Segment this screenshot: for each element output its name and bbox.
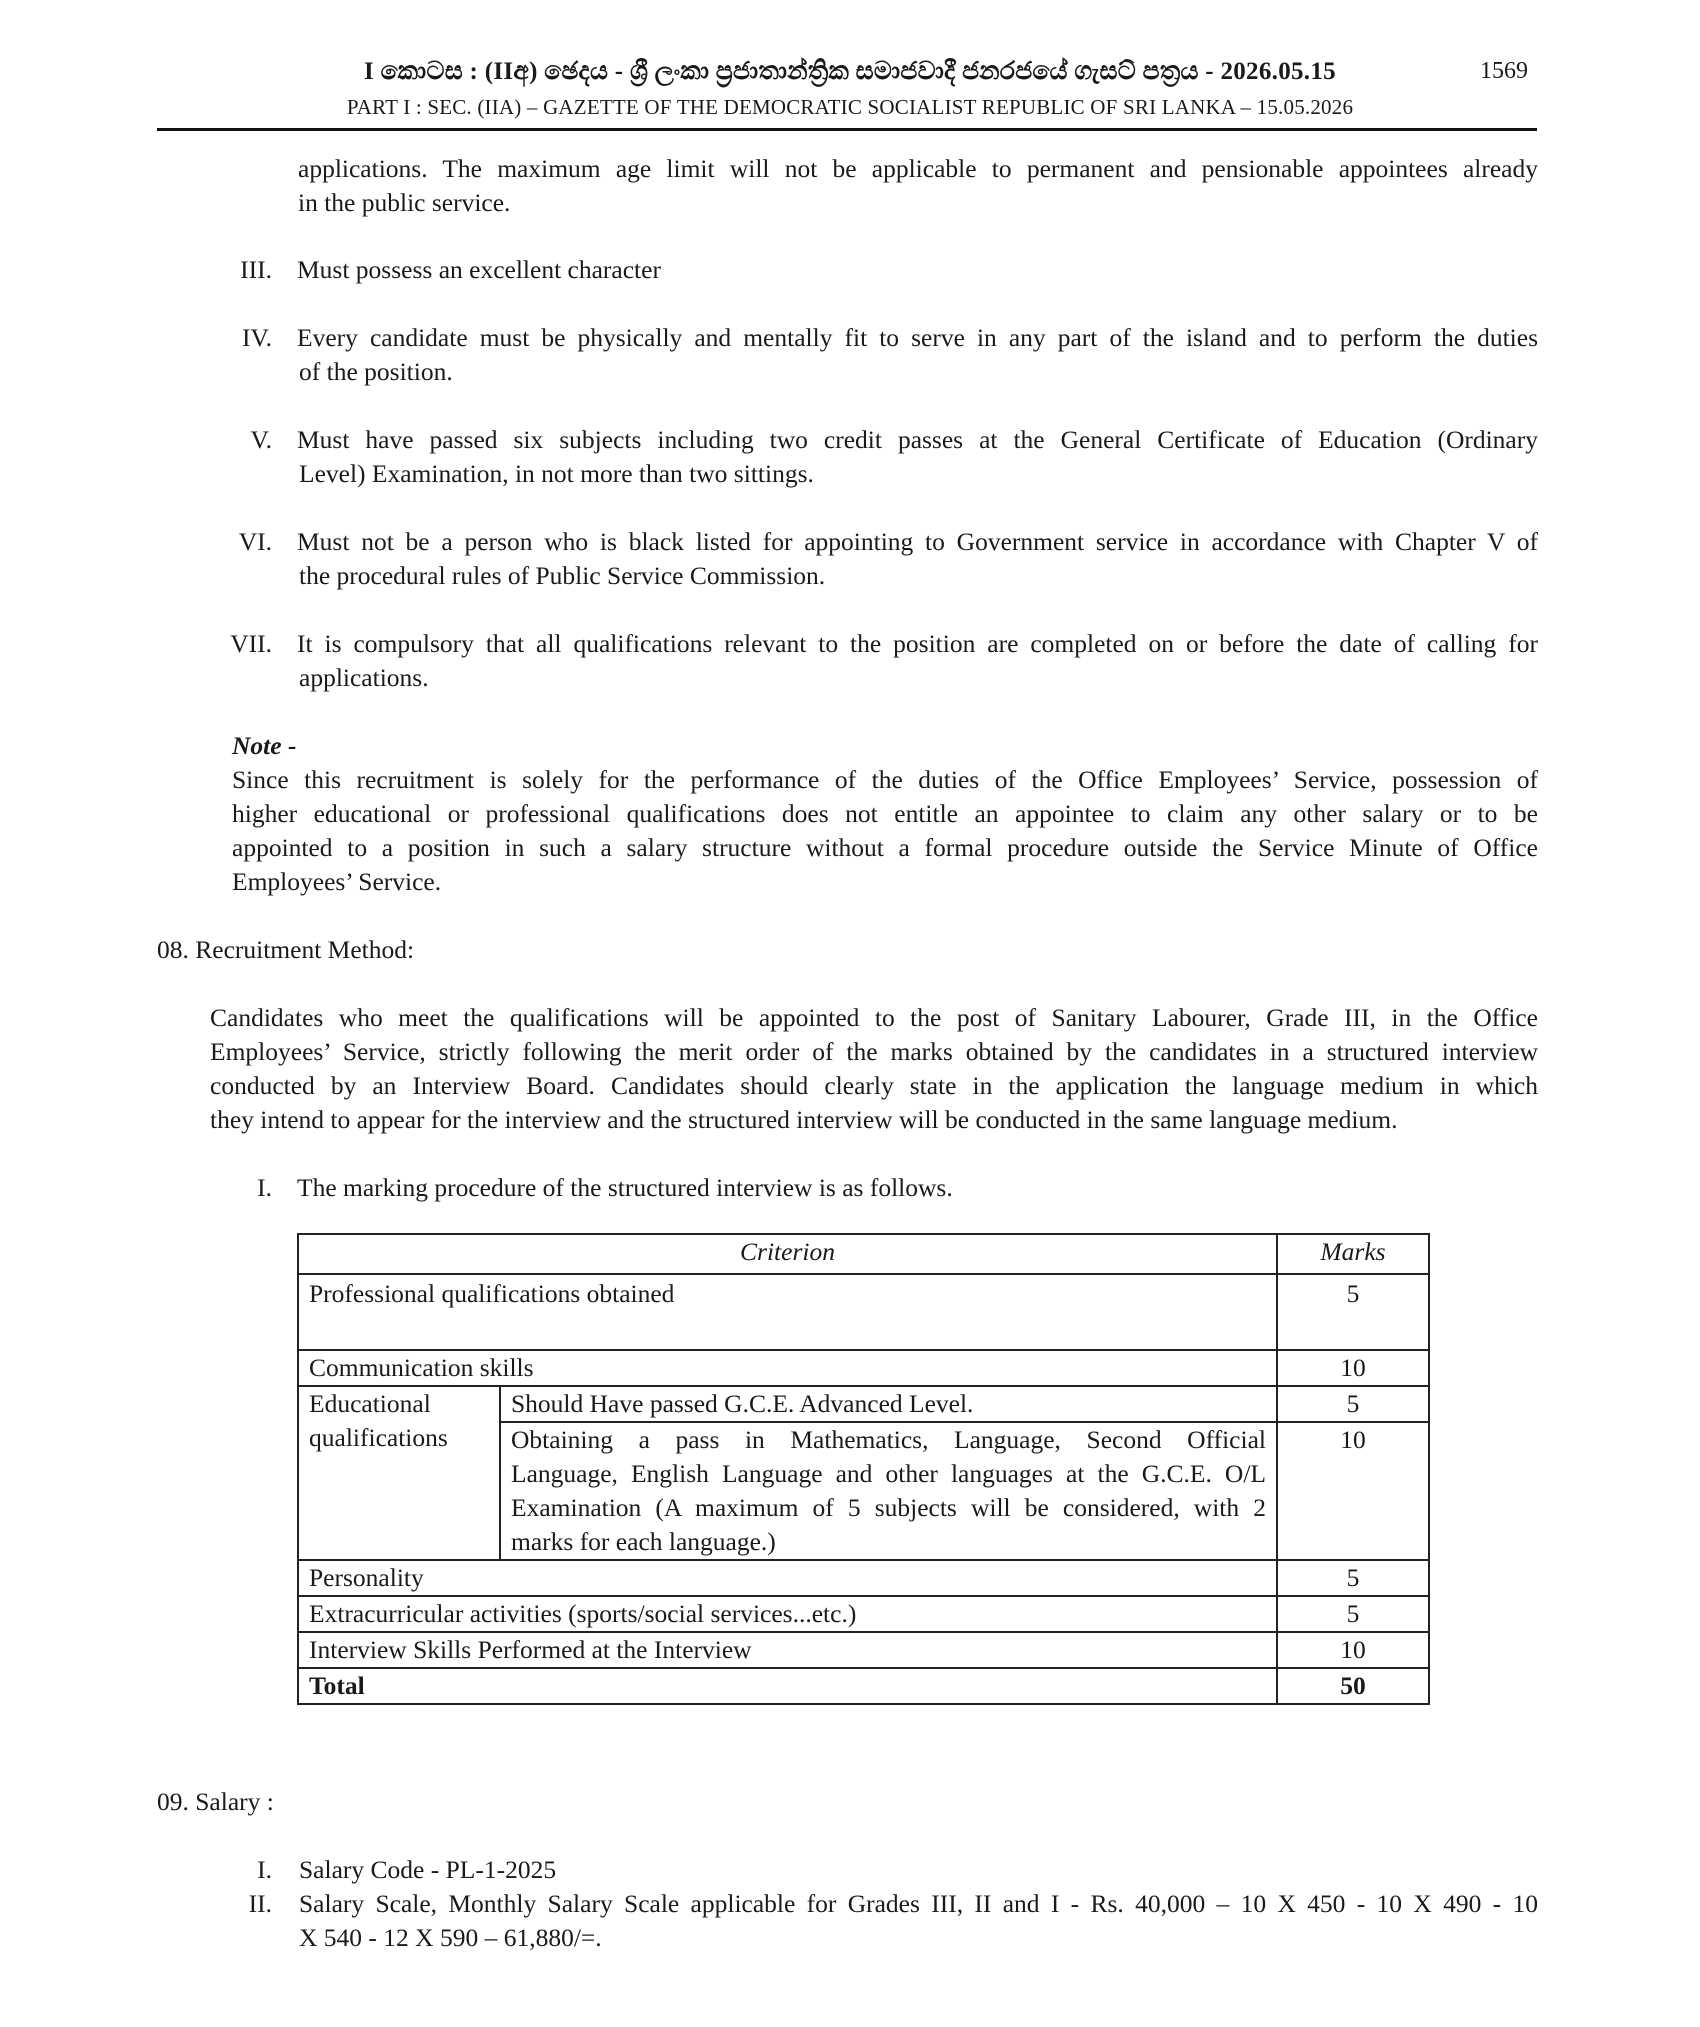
item-number: VI. [238, 527, 272, 556]
qualification-item [297, 423, 1538, 491]
text-line: Must not be a person who is black listed for appointing to Government service in accordance with Chapter V of [297, 527, 1538, 556]
text-line: applications. [299, 663, 429, 692]
marks-cell: 10 [1277, 1422, 1429, 1560]
item-number: I. [257, 1855, 272, 1884]
text-line: they intend to appear for the interview and the structured interview will be conducted in the same language medium. [210, 1105, 1398, 1134]
qualification-item [297, 321, 1538, 389]
marking-table [297, 1233, 1430, 1705]
marks-cell: 5 [1277, 1274, 1429, 1350]
table-header-row [298, 1234, 1429, 1274]
table-row [298, 1560, 1429, 1596]
criterion-cell: Professional qualifications obtained [298, 1274, 1277, 1350]
header-sinhala: I කොටස : (IIඅ) ඡෙදය - ශ්‍රී ලංකා ප්‍රජාතාන්ත්‍රික සමාජවාදී ජනරජයේ ගැසට් පත්‍රය - 2026.05.15 [364, 58, 1336, 85]
text-line: Since this recruitment is solely for the performance of the duties of the Office Employees’ Service, possession of [232, 765, 1538, 794]
page-number: 1569 [1480, 58, 1528, 84]
text-line: Language, English Language and other languages at the G.C.E. O/L [511, 1459, 1266, 1488]
text-line: Examination (A maximum of 5 subjects will be considered, with 2 [511, 1493, 1266, 1522]
item-number: IV. [242, 323, 272, 352]
item-number: VII. [230, 629, 272, 658]
sub-criterion-cell: Should Have passed G.C.E. Advanced Level. [500, 1386, 1277, 1422]
marks-cell: 5 [1277, 1386, 1429, 1422]
marks-cell: 5 [1277, 1560, 1429, 1596]
text-line: appointed to a position in such a salary structure without a formal procedure outside the Service Minute of Office [232, 833, 1538, 862]
text-line: conducted by an Interview Board. Candidates should clearly state in the application the language medium in which [210, 1071, 1538, 1100]
table-row [298, 1274, 1429, 1350]
sub-criterion-cell [500, 1422, 1277, 1560]
criterion-group-cell: Educational qualifications [298, 1386, 500, 1560]
text-line: of the position. [299, 357, 453, 386]
header-english: PART I : SEC. (IIA) – GAZETTE OF THE DEMOCRATIC SOCIALIST REPUBLIC OF SRI LANKA – 15.05.2026 [346, 95, 1354, 119]
text-line: Must have passed six subjects including two credit passes at the General Certificate of Education (Ordinary [297, 425, 1538, 454]
item-number: II. [248, 1889, 272, 1918]
qualification-item [297, 627, 1538, 695]
text-line: marks for each language.) [511, 1527, 776, 1556]
table-total-row [298, 1668, 1429, 1704]
text-line: Every candidate must be physically and mentally fit to serve in any part of the island and to perform the duties [297, 323, 1538, 352]
header-rule [157, 128, 1537, 131]
section-heading: 09. Salary : [157, 1787, 274, 1816]
qualification-item [297, 525, 1538, 593]
text-line: Must possess an excellent character [297, 255, 661, 284]
marks-header: Marks [1277, 1234, 1429, 1274]
text-line: applications. The maximum age limit will not be applicable to permanent and pensionable appointees already [298, 154, 1538, 183]
text-line: Employees’ Service. [232, 867, 442, 896]
text-line: Salary Scale, Monthly Salary Scale applicable for Grades III, II and I - Rs. 40,000 – 10 X 450 - 10 X 490 - 10 [299, 1889, 1538, 1918]
salary-code: Salary Code - PL-1-2025 [299, 1855, 557, 1884]
criterion-cell: Interview Skills Performed at the Interview [298, 1632, 1277, 1668]
continuation-text [298, 152, 1538, 220]
criterion-cell: Communication skills [298, 1350, 1277, 1386]
note-text [232, 763, 1538, 899]
text-line: Level) Examination, in not more than two sittings. [299, 459, 814, 488]
total-label: Total [298, 1668, 1277, 1704]
text-line: It is compulsory that all qualifications relevant to the position are completed on or before the date of calling for [297, 629, 1538, 658]
note-label: Note - [232, 731, 297, 760]
marks-cell: 5 [1277, 1596, 1429, 1632]
text-line: Obtaining a pass in Mathematics, Language, Second Official [511, 1425, 1266, 1454]
text-line: higher educational or professional qualifications does not entitle an appointee to claim any other salary or to be [232, 799, 1538, 828]
table-row [298, 1386, 1429, 1422]
item-number: I. [257, 1173, 272, 1202]
recruitment-text [210, 1001, 1538, 1137]
marking-intro: The marking procedure of the structured interview is as follows. [297, 1173, 953, 1202]
text-line: Employees’ Service, strictly following the merit order of the marks obtained by the candidates in a structured interview [210, 1037, 1538, 1066]
text-line: X 540 - 12 X 590 – 61,880/=. [299, 1923, 602, 1952]
criterion-cell: Extracurricular activities (sports/social services...etc.) [298, 1596, 1277, 1632]
marks-cell: 10 [1277, 1350, 1429, 1386]
item-number: III. [240, 255, 272, 284]
total-marks: 50 [1277, 1668, 1429, 1704]
criterion-header: Criterion [298, 1234, 1277, 1274]
text-line: the procedural rules of Public Service Commission. [299, 561, 826, 590]
criterion-cell: Personality [298, 1560, 1277, 1596]
table-row [298, 1632, 1429, 1668]
qualification-item [297, 253, 1538, 287]
salary-scale [299, 1887, 1538, 1955]
table-row [298, 1350, 1429, 1386]
item-number: V. [250, 425, 272, 454]
table-row [298, 1596, 1429, 1632]
section-heading: 08. Recruitment Method: [157, 935, 415, 964]
text-line: in the public service. [298, 188, 511, 217]
text-line: Candidates who meet the qualifications will be appointed to the post of Sanitary Labourer, Grade III, in the Office [210, 1003, 1538, 1032]
marks-cell: 10 [1277, 1632, 1429, 1668]
